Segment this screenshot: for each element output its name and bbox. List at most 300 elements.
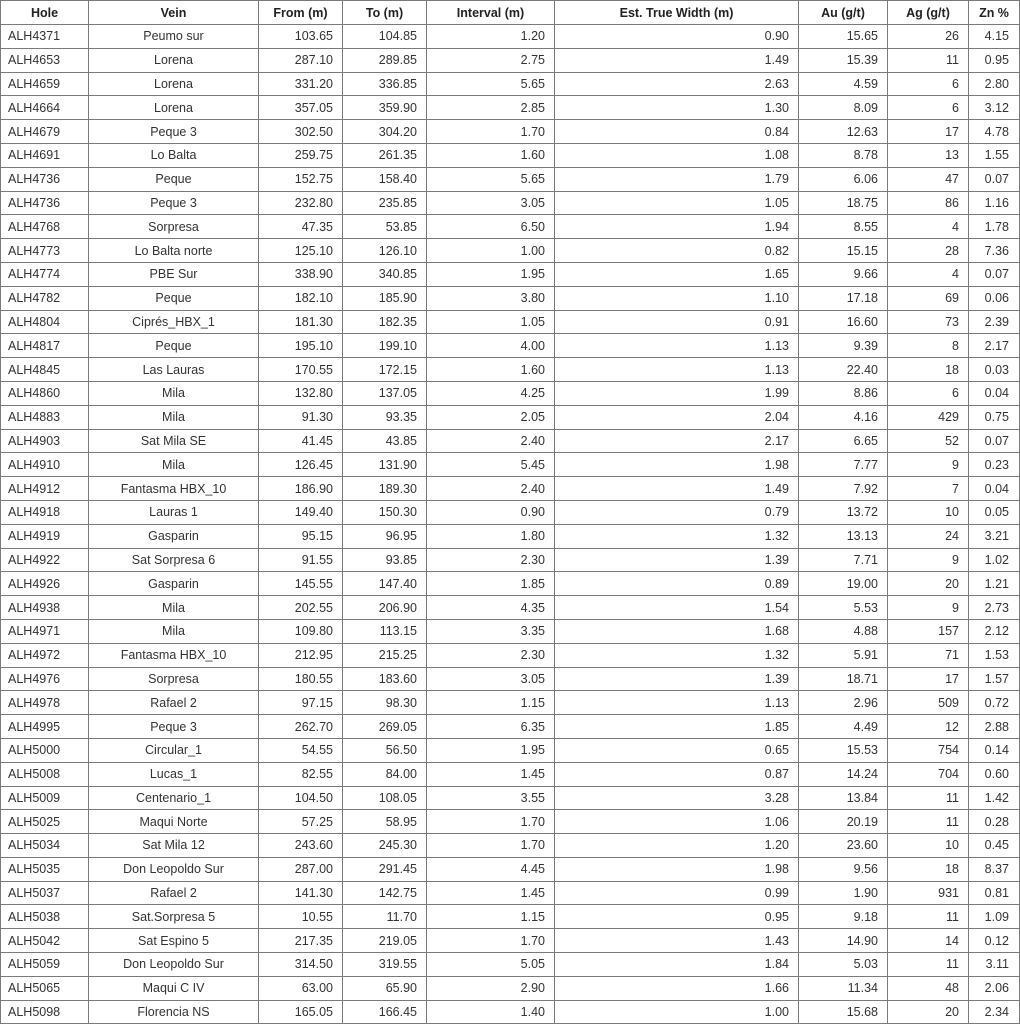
cell-au: 6.65 (799, 429, 888, 453)
cell-from: 262.70 (259, 715, 343, 739)
cell-to: 104.85 (343, 25, 427, 49)
cell-hole: ALH5065 (1, 976, 89, 1000)
cell-zn: 0.75 (969, 405, 1020, 429)
cell-interval: 2.40 (427, 477, 555, 501)
cell-hole: ALH4860 (1, 381, 89, 405)
cell-to: 166.45 (343, 1000, 427, 1024)
cell-vein: Don Leopoldo Sur (89, 857, 259, 881)
cell-au: 5.91 (799, 643, 888, 667)
cell-true-width: 3.28 (555, 786, 799, 810)
cell-ag: 20 (888, 1000, 969, 1024)
table-row (1, 643, 1020, 667)
cell-interval: 1.70 (427, 834, 555, 858)
table-row (1, 453, 1020, 477)
cell-interval: 4.45 (427, 857, 555, 881)
cell-interval: 2.30 (427, 643, 555, 667)
cell-true-width: 1.32 (555, 643, 799, 667)
cell-to: 93.35 (343, 405, 427, 429)
cell-zn: 7.36 (969, 239, 1020, 263)
cell-ag: 8 (888, 334, 969, 358)
cell-zn: 4.15 (969, 25, 1020, 49)
cell-au: 13.84 (799, 786, 888, 810)
cell-au: 8.55 (799, 215, 888, 239)
cell-to: 142.75 (343, 881, 427, 905)
cell-interval: 0.90 (427, 500, 555, 524)
cell-true-width: 2.04 (555, 405, 799, 429)
cell-au: 5.53 (799, 596, 888, 620)
cell-hole: ALH4736 (1, 191, 89, 215)
cell-interval: 1.70 (427, 810, 555, 834)
cell-to: 131.90 (343, 453, 427, 477)
cell-zn: 0.07 (969, 429, 1020, 453)
cell-interval: 5.65 (427, 72, 555, 96)
cell-au: 7.71 (799, 548, 888, 572)
cell-hole: ALH4679 (1, 120, 89, 144)
cell-vein: Lauras 1 (89, 500, 259, 524)
cell-vein: Lorena (89, 48, 259, 72)
cell-zn: 0.14 (969, 738, 1020, 762)
cell-from: 217.35 (259, 929, 343, 953)
cell-to: 96.95 (343, 524, 427, 548)
cell-from: 91.30 (259, 405, 343, 429)
cell-to: 11.70 (343, 905, 427, 929)
cell-hole: ALH4903 (1, 429, 89, 453)
cell-hole: ALH4817 (1, 334, 89, 358)
cell-from: 149.40 (259, 500, 343, 524)
cell-interval: 1.40 (427, 1000, 555, 1024)
cell-true-width: 1.39 (555, 667, 799, 691)
table-row (1, 929, 1020, 953)
cell-zn: 1.09 (969, 905, 1020, 929)
cell-true-width: 1.98 (555, 453, 799, 477)
table-row (1, 191, 1020, 215)
cell-ag: 754 (888, 738, 969, 762)
cell-au: 16.60 (799, 310, 888, 334)
cell-to: 58.95 (343, 810, 427, 834)
cell-vein: Rafael 2 (89, 881, 259, 905)
cell-interval: 3.80 (427, 286, 555, 310)
cell-from: 91.55 (259, 548, 343, 572)
cell-hole: ALH4371 (1, 25, 89, 49)
cell-vein: PBE Sur (89, 262, 259, 286)
cell-interval: 2.85 (427, 96, 555, 120)
cell-ag: 18 (888, 857, 969, 881)
cell-true-width: 1.49 (555, 48, 799, 72)
cell-hole: ALH4736 (1, 167, 89, 191)
cell-zn: 1.02 (969, 548, 1020, 572)
cell-true-width: 1.13 (555, 334, 799, 358)
cell-vein: Peque 3 (89, 191, 259, 215)
cell-from: 47.35 (259, 215, 343, 239)
cell-to: 235.85 (343, 191, 427, 215)
cell-true-width: 1.05 (555, 191, 799, 215)
cell-vein: Mila (89, 381, 259, 405)
cell-to: 189.30 (343, 477, 427, 501)
cell-ag: 11 (888, 953, 969, 977)
cell-vein: Rafael 2 (89, 691, 259, 715)
cell-ag: 11 (888, 905, 969, 929)
cell-true-width: 1.13 (555, 691, 799, 715)
table-row (1, 310, 1020, 334)
cell-from: 165.05 (259, 1000, 343, 1024)
cell-interval: 1.95 (427, 262, 555, 286)
table-row (1, 691, 1020, 715)
cell-au: 8.09 (799, 96, 888, 120)
cell-ag: 48 (888, 976, 969, 1000)
cell-interval: 1.80 (427, 524, 555, 548)
cell-au: 15.39 (799, 48, 888, 72)
cell-hole: ALH4978 (1, 691, 89, 715)
cell-ag: 931 (888, 881, 969, 905)
table-row (1, 358, 1020, 382)
cell-true-width: 1.65 (555, 262, 799, 286)
table-row (1, 619, 1020, 643)
cell-from: 314.50 (259, 953, 343, 977)
cell-true-width: 1.85 (555, 715, 799, 739)
cell-to: 56.50 (343, 738, 427, 762)
cell-ag: 10 (888, 500, 969, 524)
table-row (1, 239, 1020, 263)
cell-from: 181.30 (259, 310, 343, 334)
cell-au: 15.53 (799, 738, 888, 762)
cell-interval: 5.05 (427, 953, 555, 977)
cell-from: 54.55 (259, 738, 343, 762)
cell-hole: ALH5000 (1, 738, 89, 762)
cell-vein: Florencia NS (89, 1000, 259, 1024)
cell-interval: 1.60 (427, 143, 555, 167)
cell-au: 12.63 (799, 120, 888, 144)
cell-ag: 69 (888, 286, 969, 310)
cell-true-width: 0.84 (555, 120, 799, 144)
cell-from: 103.65 (259, 25, 343, 49)
cell-interval: 1.05 (427, 310, 555, 334)
cell-hole: ALH5098 (1, 1000, 89, 1024)
cell-hole: ALH4664 (1, 96, 89, 120)
cell-zn: 0.81 (969, 881, 1020, 905)
cell-interval: 2.40 (427, 429, 555, 453)
cell-vein: Don Leopoldo Sur (89, 953, 259, 977)
cell-interval: 5.65 (427, 167, 555, 191)
table-row (1, 96, 1020, 120)
cell-true-width: 1.08 (555, 143, 799, 167)
cell-zn: 1.21 (969, 572, 1020, 596)
cell-zn: 4.78 (969, 120, 1020, 144)
cell-ag: 14 (888, 929, 969, 953)
cell-to: 206.90 (343, 596, 427, 620)
cell-hole: ALH4782 (1, 286, 89, 310)
cell-au: 6.06 (799, 167, 888, 191)
cell-from: 182.10 (259, 286, 343, 310)
cell-hole: ALH4971 (1, 619, 89, 643)
cell-hole: ALH4926 (1, 572, 89, 596)
cell-from: 212.95 (259, 643, 343, 667)
cell-ag: 7 (888, 477, 969, 501)
cell-vein: Peumo sur (89, 25, 259, 49)
cell-to: 172.15 (343, 358, 427, 382)
column-header-zn: Zn % (969, 1, 1020, 25)
cell-hole: ALH4972 (1, 643, 89, 667)
cell-zn: 0.05 (969, 500, 1020, 524)
cell-interval: 4.25 (427, 381, 555, 405)
cell-hole: ALH4883 (1, 405, 89, 429)
table-row (1, 976, 1020, 1000)
cell-zn: 0.23 (969, 453, 1020, 477)
cell-true-width: 1.30 (555, 96, 799, 120)
cell-au: 5.03 (799, 953, 888, 977)
table-row (1, 953, 1020, 977)
cell-hole: ALH5059 (1, 953, 89, 977)
table-row (1, 405, 1020, 429)
header-row (1, 1, 1020, 25)
cell-zn: 0.03 (969, 358, 1020, 382)
cell-vein: Sorpresa (89, 667, 259, 691)
cell-hole: ALH5034 (1, 834, 89, 858)
cell-vein: Sat Sorpresa 6 (89, 548, 259, 572)
cell-vein: Peque (89, 286, 259, 310)
cell-hole: ALH5009 (1, 786, 89, 810)
column-header-au: Au (g/t) (799, 1, 888, 25)
cell-from: 152.75 (259, 167, 343, 191)
cell-vein: Las Lauras (89, 358, 259, 382)
cell-ag: 17 (888, 667, 969, 691)
cell-hole: ALH5035 (1, 857, 89, 881)
cell-to: 137.05 (343, 381, 427, 405)
cell-vein: Mila (89, 596, 259, 620)
cell-ag: 71 (888, 643, 969, 667)
cell-from: 186.90 (259, 477, 343, 501)
cell-from: 126.45 (259, 453, 343, 477)
cell-au: 13.72 (799, 500, 888, 524)
cell-au: 2.96 (799, 691, 888, 715)
cell-from: 195.10 (259, 334, 343, 358)
column-header-vein: Vein (89, 1, 259, 25)
cell-ag: 9 (888, 453, 969, 477)
table-row (1, 810, 1020, 834)
cell-vein: Peque 3 (89, 120, 259, 144)
cell-interval: 1.15 (427, 691, 555, 715)
table-row (1, 596, 1020, 620)
cell-to: 359.90 (343, 96, 427, 120)
cell-true-width: 2.17 (555, 429, 799, 453)
cell-vein: Gasparin (89, 524, 259, 548)
cell-zn: 0.06 (969, 286, 1020, 310)
cell-au: 14.24 (799, 762, 888, 786)
cell-ag: 26 (888, 25, 969, 49)
cell-zn: 2.80 (969, 72, 1020, 96)
cell-to: 113.15 (343, 619, 427, 643)
cell-zn: 2.73 (969, 596, 1020, 620)
cell-zn: 3.11 (969, 953, 1020, 977)
cell-hole: ALH5038 (1, 905, 89, 929)
cell-true-width: 1.54 (555, 596, 799, 620)
cell-from: 259.75 (259, 143, 343, 167)
cell-to: 98.30 (343, 691, 427, 715)
cell-ag: 11 (888, 810, 969, 834)
cell-hole: ALH4845 (1, 358, 89, 382)
cell-interval: 1.15 (427, 905, 555, 929)
cell-to: 185.90 (343, 286, 427, 310)
cell-interval: 3.05 (427, 667, 555, 691)
cell-au: 22.40 (799, 358, 888, 382)
cell-from: 338.90 (259, 262, 343, 286)
cell-hole: ALH4976 (1, 667, 89, 691)
cell-au: 9.66 (799, 262, 888, 286)
cell-true-width: 1.98 (555, 857, 799, 881)
table-row (1, 524, 1020, 548)
table-row (1, 834, 1020, 858)
cell-to: 126.10 (343, 239, 427, 263)
cell-zn: 2.34 (969, 1000, 1020, 1024)
cell-to: 108.05 (343, 786, 427, 810)
cell-to: 183.60 (343, 667, 427, 691)
cell-ag: 86 (888, 191, 969, 215)
table-row (1, 429, 1020, 453)
cell-hole: ALH4910 (1, 453, 89, 477)
cell-au: 18.71 (799, 667, 888, 691)
cell-vein: Mila (89, 405, 259, 429)
cell-true-width: 0.90 (555, 25, 799, 49)
cell-vein: Sat Espino 5 (89, 929, 259, 953)
cell-interval: 3.35 (427, 619, 555, 643)
cell-zn: 8.37 (969, 857, 1020, 881)
cell-zn: 2.39 (969, 310, 1020, 334)
cell-zn: 1.42 (969, 786, 1020, 810)
cell-vein: Sat Mila SE (89, 429, 259, 453)
column-header-from: From (m) (259, 1, 343, 25)
cell-ag: 157 (888, 619, 969, 643)
column-header-ag: Ag (g/t) (888, 1, 969, 25)
cell-zn: 0.72 (969, 691, 1020, 715)
cell-zn: 1.53 (969, 643, 1020, 667)
cell-ag: 11 (888, 786, 969, 810)
cell-to: 289.85 (343, 48, 427, 72)
table-body (1, 25, 1020, 1024)
table-row (1, 143, 1020, 167)
cell-hole: ALH4919 (1, 524, 89, 548)
cell-from: 243.60 (259, 834, 343, 858)
cell-interval: 5.45 (427, 453, 555, 477)
cell-hole: ALH4912 (1, 477, 89, 501)
table-row (1, 215, 1020, 239)
cell-hole: ALH5008 (1, 762, 89, 786)
cell-au: 4.16 (799, 405, 888, 429)
cell-zn: 2.12 (969, 619, 1020, 643)
cell-true-width: 1.66 (555, 976, 799, 1000)
cell-interval: 1.85 (427, 572, 555, 596)
cell-from: 10.55 (259, 905, 343, 929)
cell-hole: ALH4918 (1, 500, 89, 524)
cell-hole: ALH4938 (1, 596, 89, 620)
cell-zn: 0.07 (969, 262, 1020, 286)
cell-from: 95.15 (259, 524, 343, 548)
cell-to: 150.30 (343, 500, 427, 524)
table-row (1, 381, 1020, 405)
cell-au: 14.90 (799, 929, 888, 953)
cell-interval: 3.05 (427, 191, 555, 215)
cell-to: 319.55 (343, 953, 427, 977)
cell-true-width: 1.49 (555, 477, 799, 501)
cell-zn: 2.88 (969, 715, 1020, 739)
cell-ag: 73 (888, 310, 969, 334)
table-row (1, 572, 1020, 596)
cell-au: 4.49 (799, 715, 888, 739)
cell-interval: 4.35 (427, 596, 555, 620)
cell-zn: 0.95 (969, 48, 1020, 72)
cell-zn: 0.07 (969, 167, 1020, 191)
cell-from: 63.00 (259, 976, 343, 1000)
cell-ag: 12 (888, 715, 969, 739)
cell-to: 304.20 (343, 120, 427, 144)
cell-ag: 10 (888, 834, 969, 858)
cell-interval: 1.70 (427, 929, 555, 953)
cell-to: 65.90 (343, 976, 427, 1000)
cell-to: 53.85 (343, 215, 427, 239)
cell-from: 145.55 (259, 572, 343, 596)
cell-interval: 1.60 (427, 358, 555, 382)
cell-vein: Circular_1 (89, 738, 259, 762)
cell-vein: Sorpresa (89, 215, 259, 239)
cell-vein: Fantasma HBX_10 (89, 477, 259, 501)
table-row (1, 1000, 1020, 1024)
cell-interval: 2.05 (427, 405, 555, 429)
cell-to: 291.45 (343, 857, 427, 881)
cell-vein: Mila (89, 453, 259, 477)
cell-to: 340.85 (343, 262, 427, 286)
cell-hole: ALH5042 (1, 929, 89, 953)
cell-from: 202.55 (259, 596, 343, 620)
cell-ag: 509 (888, 691, 969, 715)
cell-to: 261.35 (343, 143, 427, 167)
cell-from: 57.25 (259, 810, 343, 834)
cell-vein: Maqui C IV (89, 976, 259, 1000)
cell-true-width: 1.84 (555, 953, 799, 977)
cell-zn: 1.16 (969, 191, 1020, 215)
cell-true-width: 1.43 (555, 929, 799, 953)
cell-from: 331.20 (259, 72, 343, 96)
cell-to: 182.35 (343, 310, 427, 334)
cell-true-width: 0.95 (555, 905, 799, 929)
cell-au: 15.65 (799, 25, 888, 49)
cell-true-width: 1.10 (555, 286, 799, 310)
cell-au: 8.86 (799, 381, 888, 405)
cell-from: 357.05 (259, 96, 343, 120)
table-row (1, 881, 1020, 905)
cell-from: 141.30 (259, 881, 343, 905)
cell-hole: ALH4659 (1, 72, 89, 96)
cell-ag: 6 (888, 381, 969, 405)
column-header-interval: Interval (m) (427, 1, 555, 25)
cell-au: 23.60 (799, 834, 888, 858)
cell-ag: 9 (888, 548, 969, 572)
cell-true-width: 1.99 (555, 381, 799, 405)
cell-interval: 4.00 (427, 334, 555, 358)
cell-hole: ALH4774 (1, 262, 89, 286)
cell-to: 219.05 (343, 929, 427, 953)
cell-vein: Lorena (89, 96, 259, 120)
table-row (1, 667, 1020, 691)
cell-from: 287.10 (259, 48, 343, 72)
cell-ag: 13 (888, 143, 969, 167)
cell-true-width: 0.65 (555, 738, 799, 762)
table-row (1, 786, 1020, 810)
cell-vein: Sat Mila 12 (89, 834, 259, 858)
cell-to: 43.85 (343, 429, 427, 453)
cell-to: 199.10 (343, 334, 427, 358)
cell-from: 104.50 (259, 786, 343, 810)
cell-true-width: 1.79 (555, 167, 799, 191)
cell-from: 109.80 (259, 619, 343, 643)
cell-from: 180.55 (259, 667, 343, 691)
